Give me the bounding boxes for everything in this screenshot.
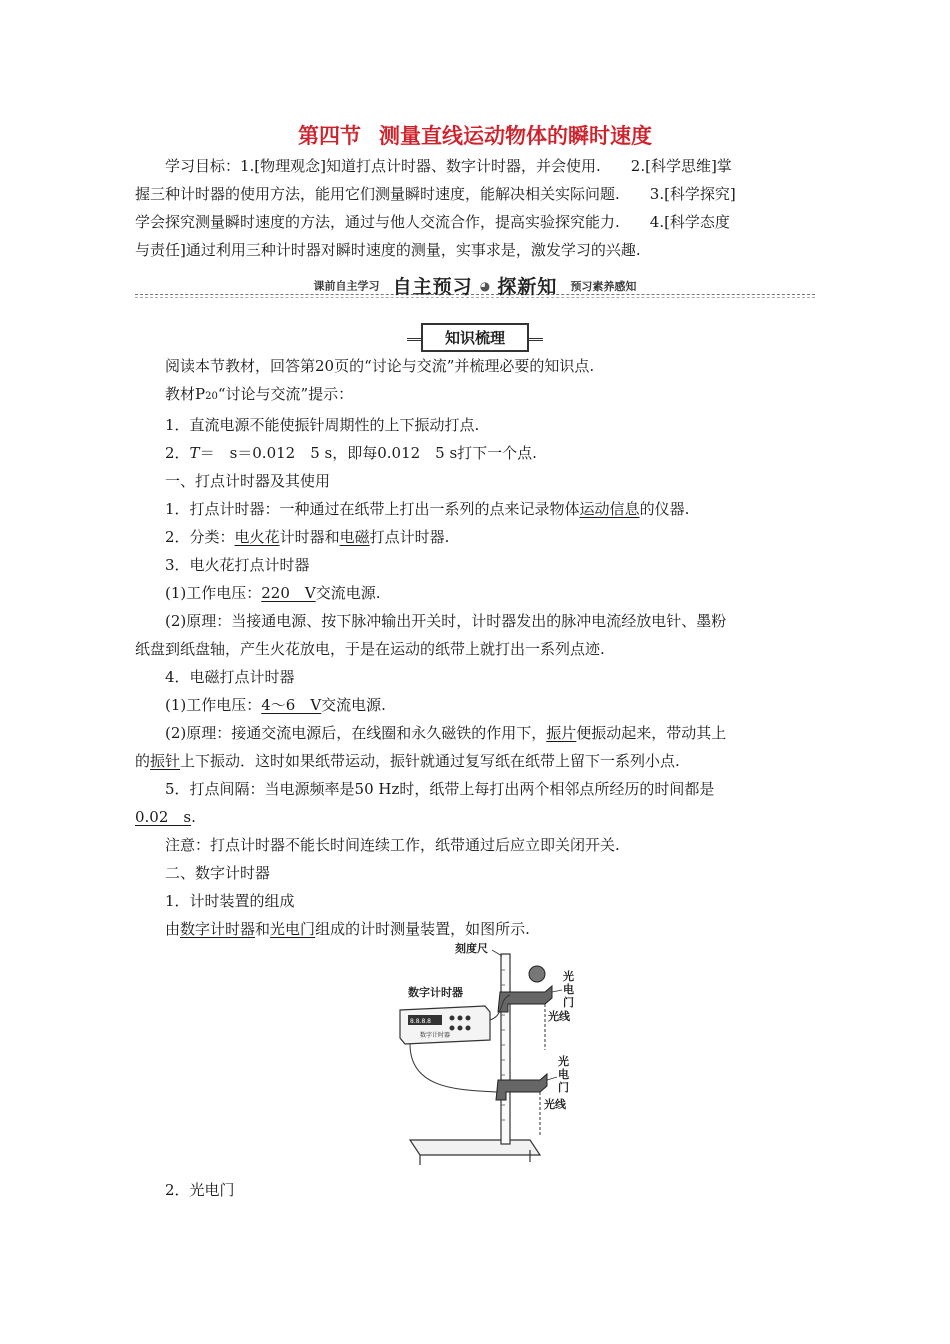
body-line: 二、数字计时器 — [165, 864, 271, 882]
svg-text:光: 光 — [558, 1055, 569, 1068]
ruler-pole — [501, 954, 510, 1144]
body-text — [135, 352, 815, 943]
body-text-tail — [135, 1176, 815, 1204]
svg-text:8.8.8.8: 8.8.8.8 — [410, 1018, 431, 1025]
objective-line: 握三种计时器的使用方法，能用它们测量瞬时速度，能解决相关实际问题. 3.[科学探究] — [135, 185, 736, 203]
beam-label: 光线 — [544, 1098, 566, 1111]
body-line: (2)原理：当接通电源、按下脉冲输出开关时，计时器发出的脉冲电流经放电针、墨粉 — [165, 612, 727, 630]
section-banner — [135, 272, 815, 302]
arrow-icon: ◕ — [479, 278, 491, 293]
apparatus-diagram — [380, 940, 580, 1170]
svg-text:门: 门 — [563, 996, 574, 1009]
svg-text:门: 门 — [558, 1081, 569, 1094]
body-line: 1．直流电源不能使振针周期性的上下振动打点. — [165, 416, 480, 434]
timer-panel-label: 数字计时器 — [420, 1032, 451, 1039]
body-line: (1)工作电压：4～6 V交流电源. — [165, 696, 386, 714]
banner-left: 课前自主学习 — [313, 279, 380, 293]
photogate-figure — [380, 940, 580, 1170]
body-line: 阅读本节教材，回答第20页的“讨论与交流”并梳理必要的知识点. — [165, 357, 595, 375]
svg-text:光: 光 — [563, 970, 574, 983]
learning-objectives — [135, 152, 815, 264]
objective-line: 学会探究测量瞬时速度的方法，通过与他人交流合作，提高实验探究能力. 4.[科学态度 — [135, 213, 730, 231]
body-line: 2．T＝ s＝0.012 5 s，即每0.012 5 s打下一个点. — [165, 444, 537, 462]
svg-text:电: 电 — [563, 983, 574, 996]
objective-line: 与责任]通过利用三种计时器对瞬时速度的测量，实事求是，激发学习的兴趣. — [135, 241, 641, 259]
banner-main1: 自主预习 — [392, 276, 473, 298]
timer-label: 数字计时器 — [408, 986, 463, 999]
svg-text:电: 电 — [558, 1068, 569, 1081]
body-line: 由数字计时器和光电门组成的计时测量装置，如图所示. — [165, 920, 530, 938]
body-line: (1)工作电压：220 V交流电源. — [165, 584, 381, 602]
body-line: 注意：打点计时器不能长时间连续工作，纸带通过后应立即关闭开关. — [165, 836, 620, 854]
page-title — [0, 120, 950, 150]
body-line: 2．分类：电火花计时器和电磁打点计时器. — [165, 528, 450, 546]
objective-line: 学习目标：1.[物理观念]知道打点计时器、数字计时器，并会使用. 2.[科学思维]掌 — [165, 157, 732, 175]
body-line: (2)原理：接通交流电源后，在线圈和永久磁铁的作用下，振片便振动起来，带动其上 — [165, 724, 727, 742]
body-line: 3．电火花打点计时器 — [165, 556, 310, 574]
body-line: 0.02 s. — [135, 808, 196, 826]
body-line: 4．电磁打点计时器 — [165, 668, 295, 686]
body-line: 1．计时装置的组成 — [165, 892, 295, 910]
banner-right: 预习素养感知 — [570, 279, 637, 293]
banner-main2: 探新知 — [497, 276, 558, 298]
body-line: 教材P20“讨论与交流”提示： — [165, 385, 354, 403]
section-number: 第四节 — [298, 124, 361, 148]
body-line: 2．光电门 — [165, 1181, 235, 1199]
beam-label: 光线 — [548, 1010, 570, 1023]
body-line: 的振针上下振动．这时如果纸带运动，振针就通过复写纸在纸带上留下一系列小点. — [135, 752, 680, 770]
body-line: 1．打点计时器：一种通过在纸带上打出一系列的点来记录物体运动信息的仪器. — [165, 500, 690, 518]
section-heading: 知识梳理 — [0, 323, 950, 352]
body-line: 5．打点间隔：当电源频率是50 Hz时，纸带上每打出两个相邻点所经历的时间都是 — [165, 780, 715, 798]
section-topic: 测量直线运动物体的瞬时速度 — [379, 124, 652, 148]
ball — [529, 966, 545, 982]
body-line: 一、打点计时器及其使用 — [165, 472, 331, 490]
body-line: 纸盘到纸盘轴，产生火花放电，于是在运动的纸带上就打出一系列点迹. — [135, 640, 605, 658]
stand-base — [410, 1140, 540, 1155]
ruler-label: 刻度尺 — [455, 942, 488, 955]
